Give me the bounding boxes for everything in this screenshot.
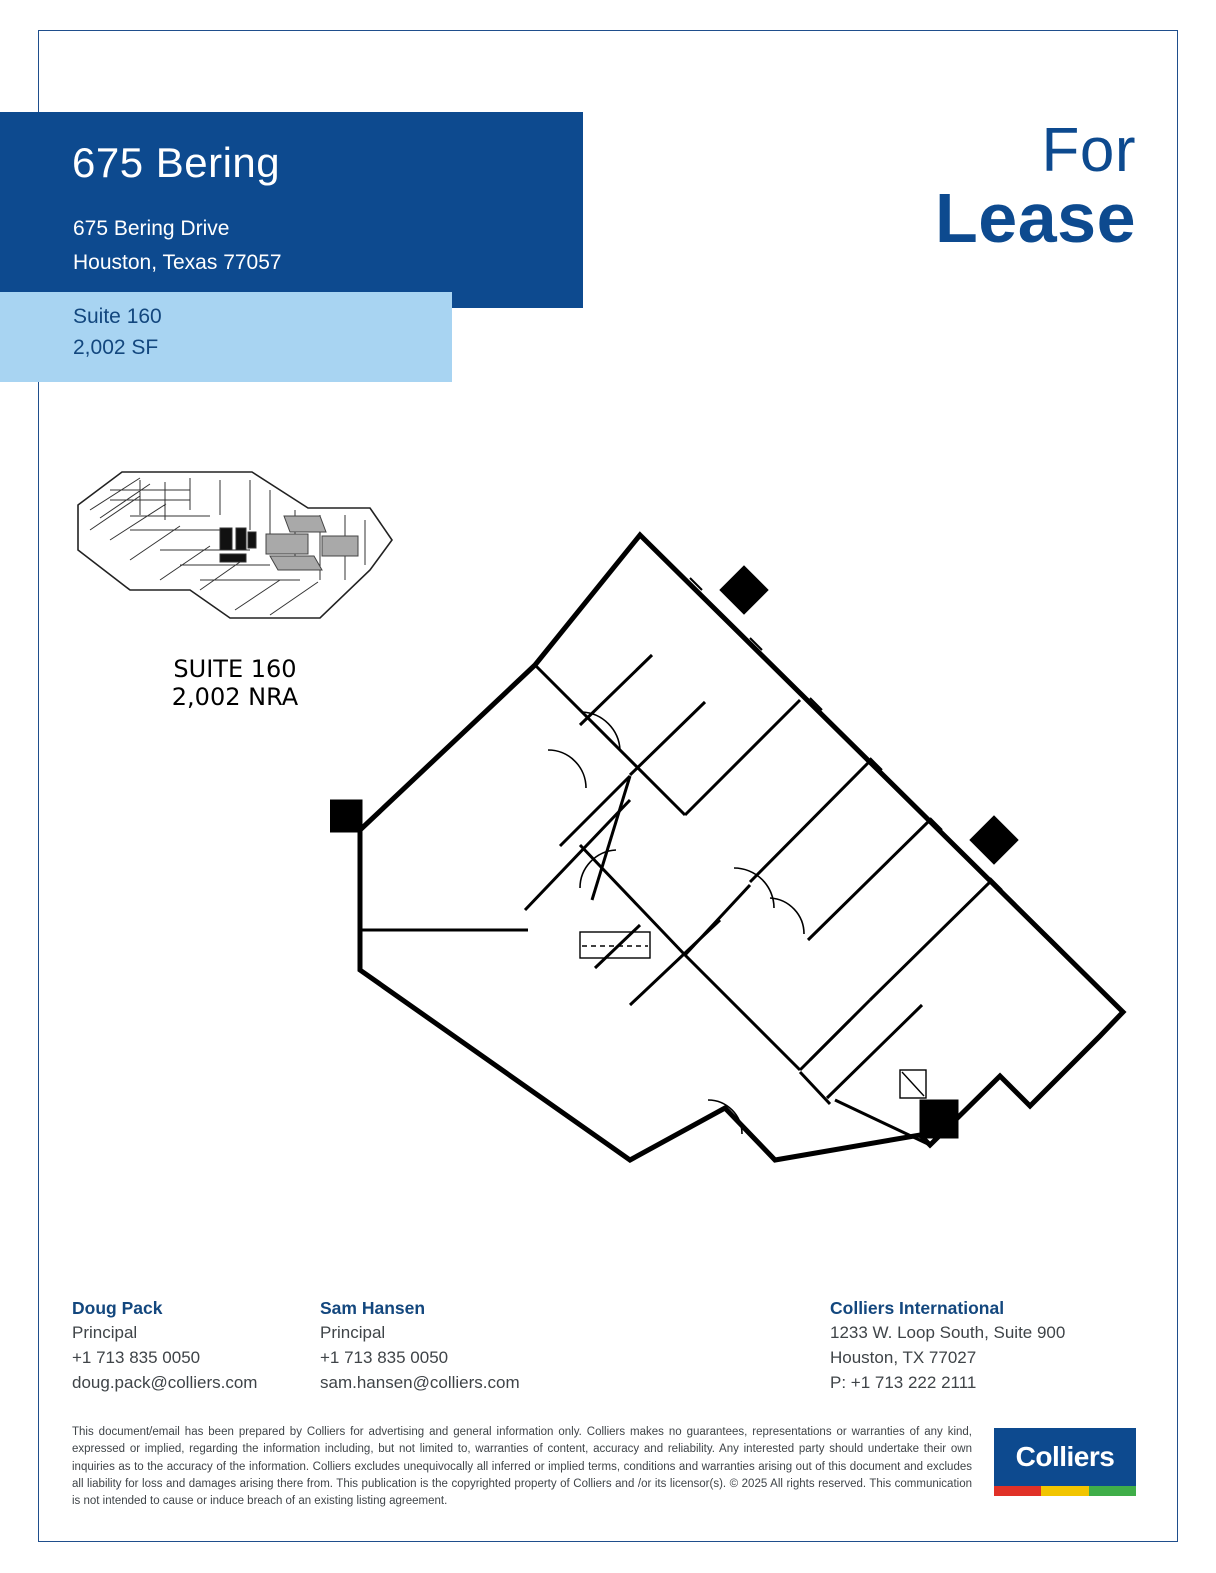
- contact-email[interactable]: sam.hansen@colliers.com: [320, 1372, 520, 1392]
- contact-email[interactable]: doug.pack@colliers.com: [72, 1372, 258, 1392]
- property-title-block: [0, 112, 583, 308]
- for-lease-heading: [935, 116, 1136, 257]
- contact-title: Principal: [320, 1323, 386, 1343]
- colliers-logo: [994, 1428, 1136, 1496]
- company-phone[interactable]: P: +1 713 222 2111: [830, 1372, 977, 1392]
- company-name: Colliers International: [830, 1298, 1005, 1318]
- contact-phone[interactable]: +1 713 835 0050: [320, 1348, 449, 1368]
- logo-bar-yellow: [1041, 1486, 1088, 1496]
- for-text: For: [1041, 116, 1136, 185]
- contact-sam-hansen: [320, 1296, 580, 1395]
- logo-color-bars: [994, 1486, 1136, 1496]
- address-line-1: 675 Bering Drive: [73, 217, 230, 240]
- keyplan-caption-nra: 2,002 NRA: [171, 683, 299, 712]
- floorplan-svg: [330, 500, 1150, 1220]
- contact-name: Sam Hansen: [320, 1298, 426, 1318]
- company-info: [830, 1296, 1150, 1395]
- contact-title: Principal: [72, 1323, 138, 1343]
- contact-phone[interactable]: +1 713 835 0050: [72, 1348, 201, 1368]
- floorplan-drawing: [330, 500, 1150, 1220]
- contact-doug-pack: [72, 1296, 312, 1395]
- disclaimer-text: This document/email has been prepared by Colliers for advertising and general information only. Colliers makes no guarantees, representations or warranties of any kind, expressed or implied, regarding the information including, but not limited to, warranties of content, accuracy and reliability. Any interested party should undertake their own inquiries as to the accuracy of the information. Colliers excludes unequivocally all inferred or implied terms, conditions and warranties arising out of this document and excludes all liability for loss and damages arising there from. This publication is the copyrighted property of Colliers and /or its licensor(s). © 2025 All rights reserved. This communication is not intended to cause or induce breach of an existing listing agreement.: [72, 1426, 972, 1507]
- logo-bar-red: [994, 1486, 1041, 1496]
- lease-text: Lease: [935, 178, 1136, 257]
- company-address-1: 1233 W. Loop South, Suite 900: [830, 1323, 1066, 1343]
- colliers-wordmark: Colliers: [1015, 1441, 1115, 1472]
- suite-info-block: [0, 292, 452, 382]
- address-line-2: Houston, Texas 77057: [73, 251, 282, 274]
- suite-label: Suite 160: [73, 305, 162, 328]
- page-title: 675 Bering: [72, 139, 281, 186]
- keyplan-caption-suite: SUITE 160: [173, 655, 297, 683]
- suite-square-feet: 2,002 SF: [73, 336, 159, 359]
- contact-name: Doug Pack: [72, 1298, 163, 1318]
- company-address-2: Houston, TX 77027: [830, 1348, 977, 1368]
- logo-bar-green: [1089, 1486, 1136, 1496]
